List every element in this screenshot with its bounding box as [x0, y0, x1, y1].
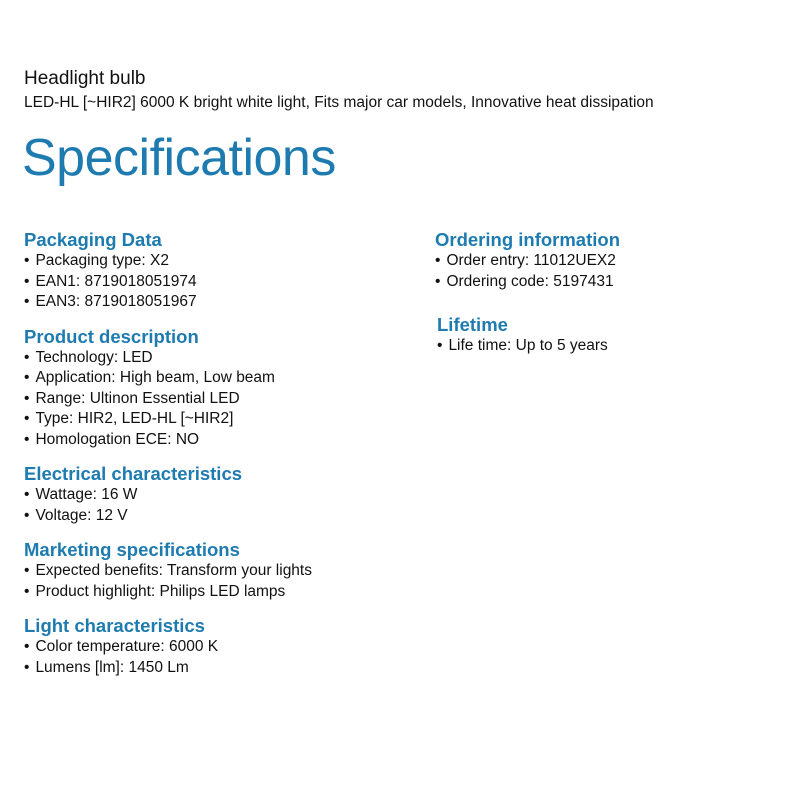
spec-item: • Homologation ECE: NO — [24, 430, 200, 448]
section-title: Lifetime — [437, 314, 508, 335]
section-title: Electrical characteristics — [24, 463, 243, 484]
spec-list — [24, 485, 414, 526]
spec-item: • Type: HIR2, LED-HL [~HIR2] — [24, 410, 234, 427]
spec-list — [435, 251, 785, 292]
spec-list — [24, 348, 414, 451]
spec-item: • EAN3: 8719018051967 — [24, 293, 197, 310]
section-product-description — [24, 326, 414, 451]
spec-item: • Color temperature: 6000 K — [24, 638, 219, 655]
section-title: Ordering information — [435, 229, 620, 250]
spec-list — [24, 251, 414, 313]
spec-item: • Product highlight: Philips LED lamps — [24, 582, 286, 600]
spec-item: • Technology: LED — [24, 348, 153, 366]
spec-list — [24, 561, 414, 602]
section-light-characteristics — [24, 615, 414, 678]
section-title: Packaging Data — [24, 229, 162, 250]
spec-item: • EAN1: 8719018051974 — [24, 272, 197, 290]
product-subtitle: LED-HL [~HIR2] 6000 K bright white light, Fits major car models, Innovative heat dissipation — [24, 94, 654, 111]
spec-item: • Ordering code: 5197431 — [435, 272, 614, 290]
spec-item: • Application: High beam, Low beam — [24, 369, 275, 386]
spec-list — [24, 637, 414, 678]
spec-item: • Packaging type: X2 — [24, 252, 169, 269]
section-lifetime — [435, 314, 785, 357]
spec-item: • Range: Ultinon Essential LED — [24, 389, 240, 407]
product-title: Headlight bulb — [24, 68, 146, 89]
spec-item: • Lumens [lm]: 1450 Lm — [24, 658, 189, 676]
spec-list — [437, 336, 785, 357]
spec-item: • Expected benefits: Transform your lights — [24, 562, 312, 579]
specs-left-column — [24, 229, 414, 691]
section-title: Product description — [24, 325, 199, 347]
section-electrical-characteristics — [24, 463, 414, 526]
spec-item: • Order entry: 11012UEX2 — [435, 252, 616, 269]
spec-item: • Wattage: 16 W — [24, 486, 138, 503]
section-title: Marketing specifications — [24, 539, 240, 560]
spec-item: • Voltage: 12 V — [24, 506, 128, 524]
specs-right-column — [435, 229, 785, 370]
page-title: Specifications — [22, 129, 336, 187]
section-packaging-data — [24, 229, 414, 313]
section-marketing-specifications — [24, 539, 414, 602]
section-title: Light characteristics — [24, 615, 205, 636]
spec-item: • Life time: Up to 5 years — [437, 337, 608, 354]
section-ordering-information — [435, 229, 785, 292]
